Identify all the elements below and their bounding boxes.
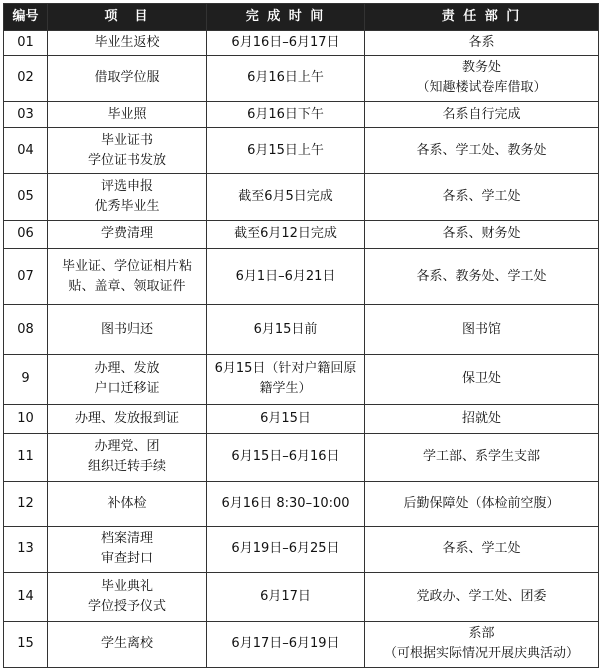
table-row (4, 128, 599, 174)
time-cell (207, 573, 365, 622)
table-row (4, 355, 599, 405)
item-line: 学位证书发放 (87, 152, 166, 168)
department-cell (365, 220, 599, 248)
item-line: 档案清理 (100, 531, 153, 547)
table-row (4, 573, 599, 622)
department-cell (365, 31, 599, 56)
item-line: 学生离校 (100, 636, 153, 652)
item-cell (48, 220, 207, 248)
row-number: 10 (4, 404, 48, 433)
row-number: 12 (4, 481, 48, 526)
table-row (4, 220, 599, 248)
department-cell (365, 355, 599, 405)
department-line: 各系、财务处 (442, 226, 521, 242)
time-line: 6月19日–6月25日 (231, 541, 340, 557)
header-row (4, 4, 599, 31)
item-cell (48, 404, 207, 433)
table-row (4, 305, 599, 355)
header-department: 责 任 部 门 (365, 4, 599, 31)
department-line: 各系、学工处 (442, 541, 521, 557)
department-line: 学工部、系学生支部 (422, 449, 540, 465)
department-line: （可根据实际情况开展庆典活动） (383, 646, 579, 662)
row-number: 08 (4, 305, 48, 355)
item-cell (48, 526, 207, 572)
department-cell (365, 404, 599, 433)
item-line: 评选申报 (100, 179, 153, 195)
schedule-table (3, 3, 599, 668)
department-cell (365, 481, 599, 526)
department-cell (365, 55, 599, 101)
time-cell (207, 102, 365, 128)
department-line: 党政办、学工处、团委 (416, 588, 547, 604)
department-cell (365, 526, 599, 572)
table-row (4, 526, 599, 572)
time-cell (207, 55, 365, 101)
row-number: 05 (4, 174, 48, 220)
department-cell (365, 305, 599, 355)
department-line: 各系、学工处 (442, 189, 521, 205)
table-row (4, 404, 599, 433)
time-cell (207, 248, 365, 304)
department-line: 后勤保障处（体检前空腹） (403, 495, 560, 511)
department-line: 系部 (468, 626, 495, 642)
item-line: 贴、盖章、领取证件 (68, 278, 186, 294)
department-cell (365, 573, 599, 622)
department-line: 保卫处 (461, 371, 501, 387)
item-cell (48, 174, 207, 220)
department-cell (365, 621, 599, 667)
department-line: 名系自行完成 (442, 106, 521, 122)
item-line: 户口迁移证 (94, 381, 160, 397)
time-line: 6月17日–6月19日 (231, 636, 340, 652)
row-number: 07 (4, 248, 48, 304)
table-row (4, 434, 599, 481)
header-time: 完 成 时 间 (207, 4, 365, 31)
table-row (4, 55, 599, 101)
item-cell (48, 434, 207, 481)
row-number: 13 (4, 526, 48, 572)
item-cell (48, 621, 207, 667)
time-cell (207, 31, 365, 56)
department-cell (365, 248, 599, 304)
time-line: 籍学生） (259, 381, 312, 397)
time-line: 截至6月12日完成 (234, 226, 337, 242)
time-line: 6月16日上午 (247, 70, 324, 86)
department-cell (365, 174, 599, 220)
item-line: 毕业照 (107, 106, 147, 122)
department-cell (365, 128, 599, 174)
table-row (4, 31, 599, 56)
row-number: 03 (4, 102, 48, 128)
item-cell (48, 55, 207, 101)
row-number: 14 (4, 573, 48, 622)
item-line: 办理、发放 (94, 361, 160, 377)
table-row (4, 248, 599, 304)
department-cell (365, 434, 599, 481)
item-line: 学费清理 (100, 226, 153, 242)
item-cell (48, 248, 207, 304)
department-line: 招就处 (461, 410, 501, 426)
department-line: 各系、学工处、教务处 (416, 142, 547, 158)
time-cell (207, 434, 365, 481)
row-number: 04 (4, 128, 48, 174)
table-row (4, 621, 599, 667)
time-line: 6月15日 (260, 410, 311, 426)
row-number: 15 (4, 621, 48, 667)
item-line: 图书归还 (100, 321, 153, 337)
item-line: 办理党、团 (94, 439, 160, 455)
header-number: 编号 (4, 4, 48, 31)
item-cell (48, 355, 207, 405)
table-row (4, 481, 599, 526)
time-cell (207, 220, 365, 248)
row-number: 01 (4, 31, 48, 56)
time-line: 6月16日下午 (247, 106, 324, 122)
item-line: 毕业证书 (100, 132, 153, 148)
time-line: 6月15日上午 (247, 142, 324, 158)
item-line: 补体检 (107, 495, 147, 511)
item-cell (48, 573, 207, 622)
time-line: 6月16日–6月17日 (231, 34, 340, 50)
item-line: 毕业证、学位证相片粘 (61, 258, 192, 274)
department-line: 各系 (468, 34, 495, 50)
item-line: 组织迁转手续 (87, 459, 166, 475)
header-item: 项 目 (48, 4, 207, 31)
time-cell (207, 305, 365, 355)
item-line: 学位授予仪式 (87, 598, 166, 614)
time-cell (207, 404, 365, 433)
time-cell (207, 355, 365, 405)
row-number: 11 (4, 434, 48, 481)
row-number: 02 (4, 55, 48, 101)
time-cell (207, 174, 365, 220)
table-row (4, 102, 599, 128)
department-cell (365, 102, 599, 128)
time-cell (207, 526, 365, 572)
row-number: 06 (4, 220, 48, 248)
time-line: 6月15日–6月16日 (231, 449, 340, 465)
item-cell (48, 128, 207, 174)
item-line: 毕业生返校 (94, 34, 160, 50)
department-line: 图书馆 (461, 321, 501, 337)
schedule-body (4, 31, 599, 668)
department-line: 教务处 (461, 60, 501, 76)
item-cell (48, 31, 207, 56)
time-cell (207, 128, 365, 174)
item-line: 办理、发放报到证 (74, 410, 179, 426)
department-line: （知趣楼试卷库借取） (416, 80, 547, 96)
item-line: 毕业典礼 (100, 578, 153, 594)
item-line: 审查封口 (100, 551, 153, 567)
time-line: 截至6月5日完成 (238, 189, 333, 205)
time-cell (207, 481, 365, 526)
time-line: 6月15日（针对户籍回原 (214, 361, 357, 377)
time-line: 6月1日–6月21日 (235, 268, 336, 284)
row-number: 9 (4, 355, 48, 405)
item-line: 优秀毕业生 (94, 199, 160, 215)
item-cell (48, 305, 207, 355)
item-line: 借取学位服 (94, 70, 160, 86)
time-line: 6月15日前 (253, 321, 318, 337)
time-line: 6月16日 8:30–10:00 (221, 495, 350, 511)
time-cell (207, 621, 365, 667)
item-cell (48, 102, 207, 128)
department-line: 各系、教务处、学工处 (416, 268, 547, 284)
table-row (4, 174, 599, 220)
item-cell (48, 481, 207, 526)
time-line: 6月17日 (260, 588, 311, 604)
